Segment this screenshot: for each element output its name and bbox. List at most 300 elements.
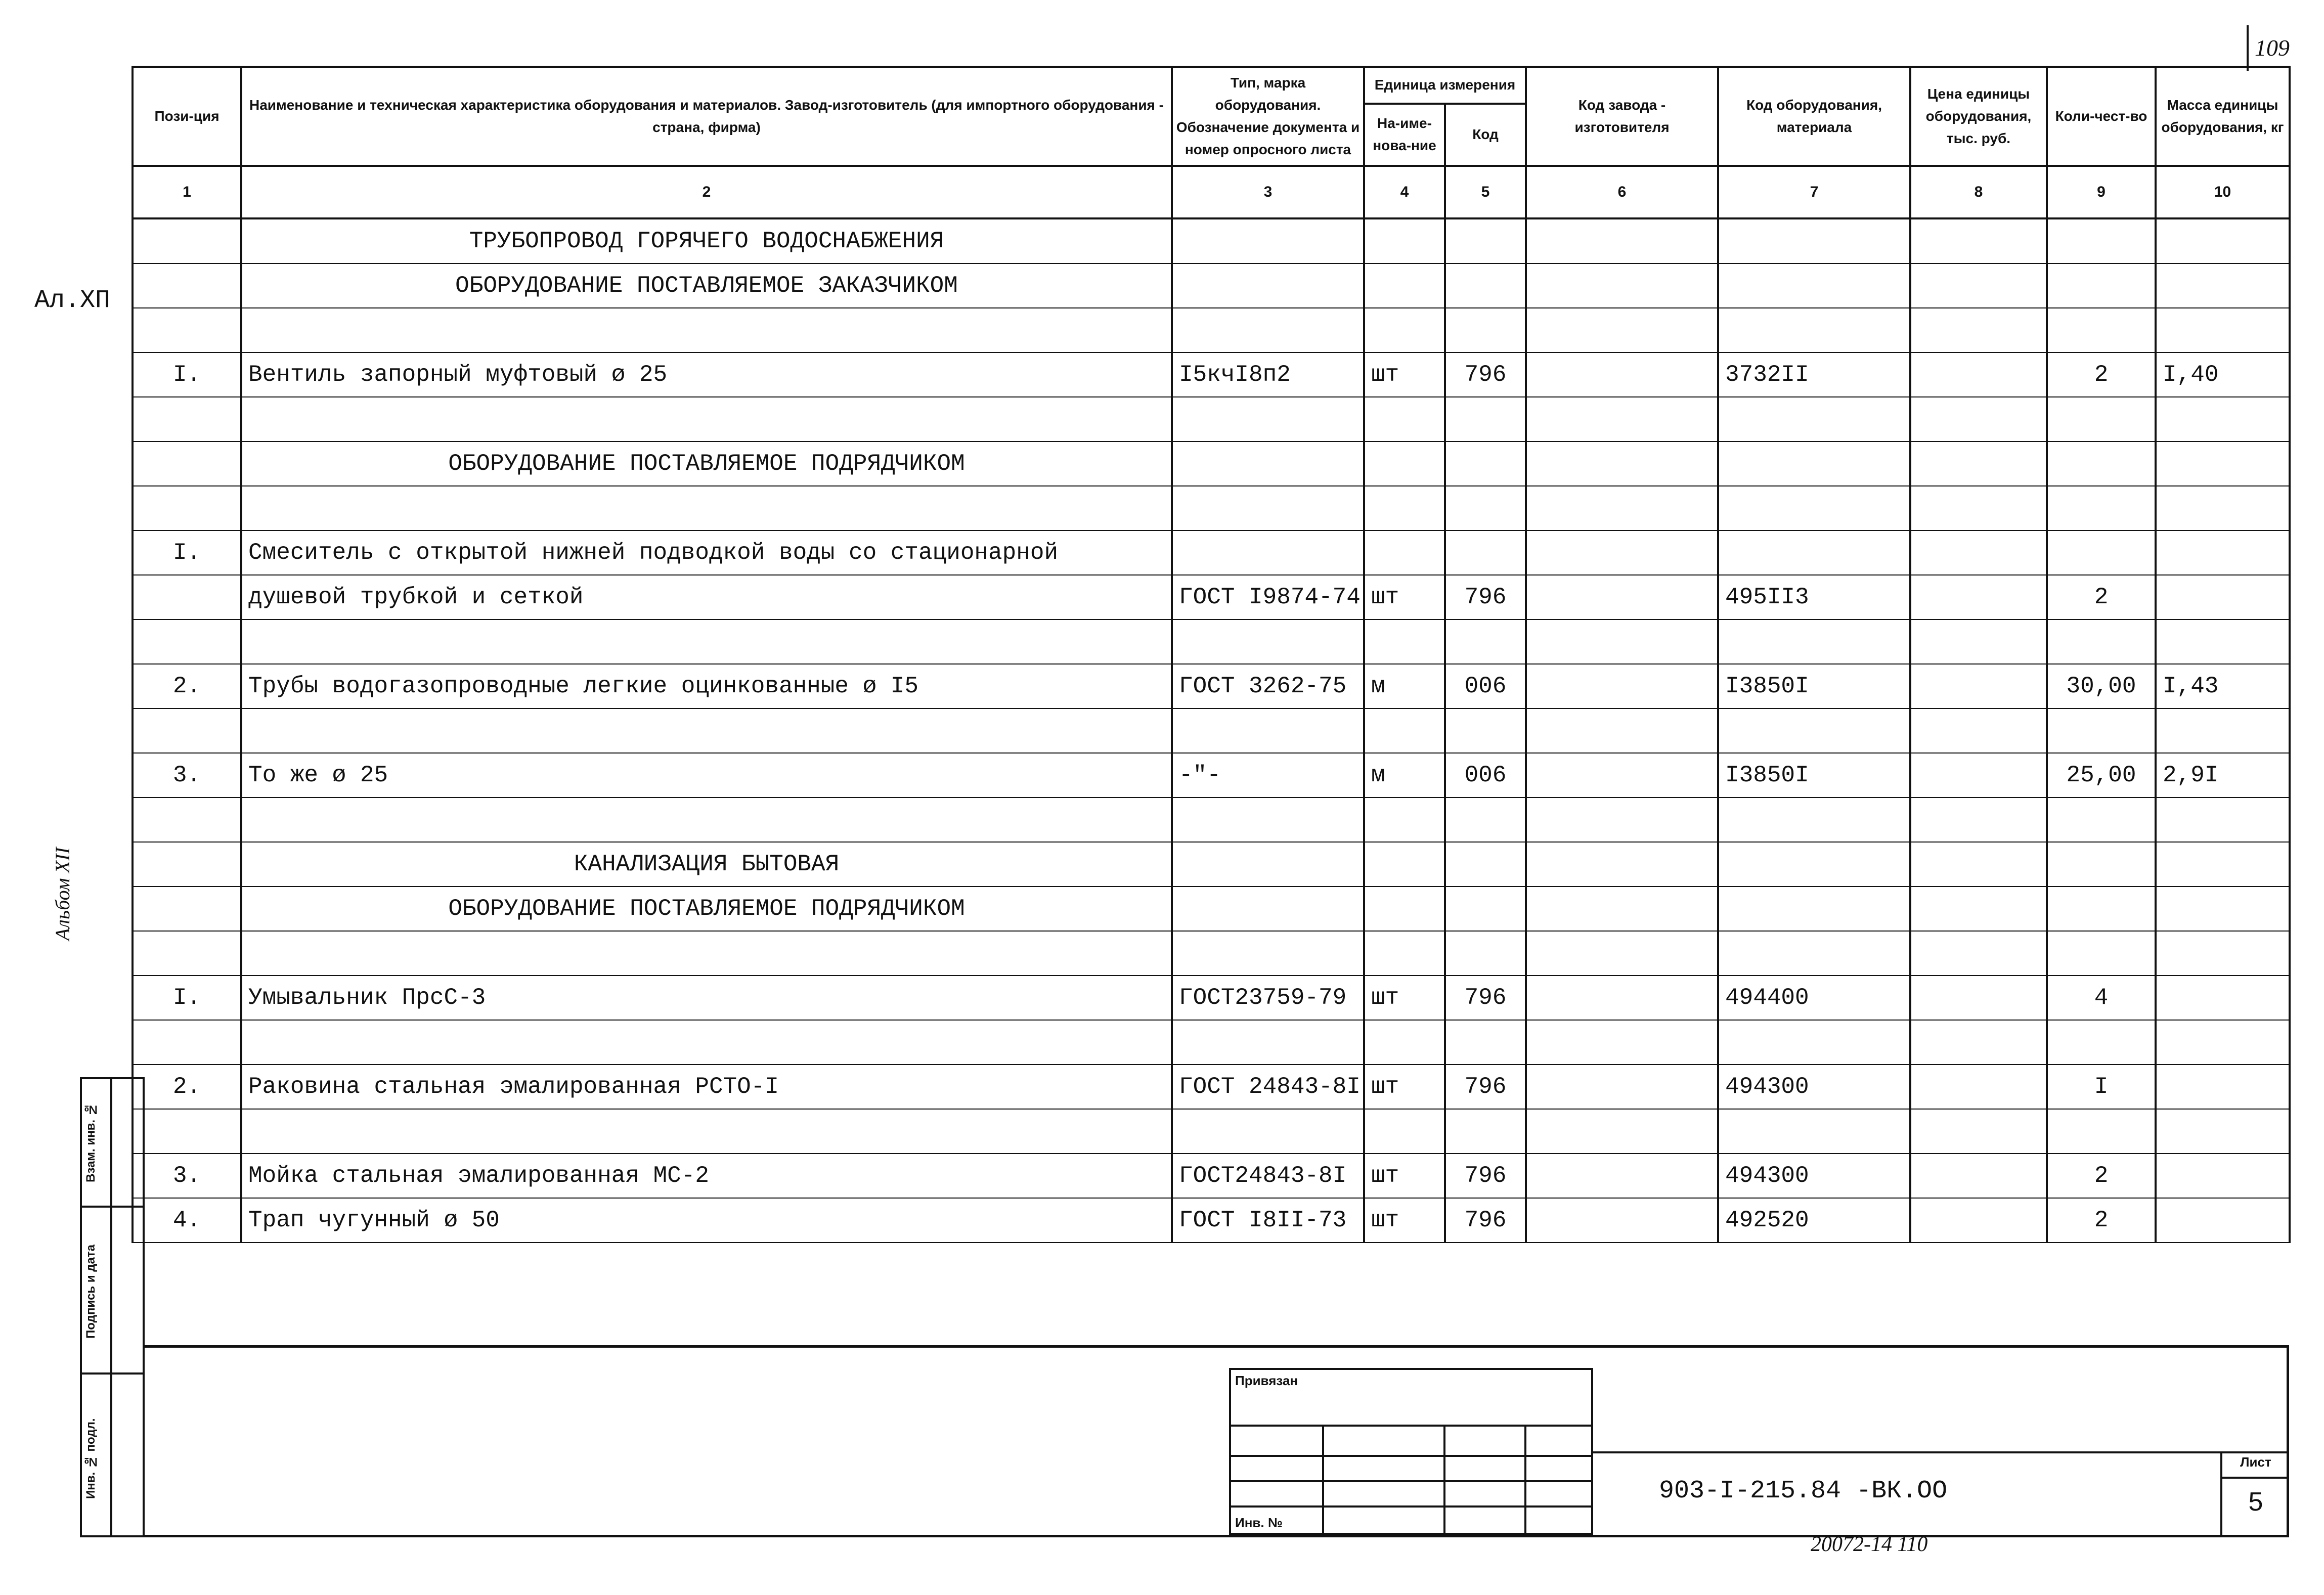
cell-mass <box>2156 1065 2290 1109</box>
cell-qty: 25,00 <box>2047 753 2156 798</box>
cell-factory <box>1526 1065 1718 1109</box>
empty-cell <box>133 486 241 530</box>
cell-ucode <box>1445 530 1526 575</box>
cell-unit <box>1364 530 1445 575</box>
cell-type: ГОСТ24843-8I <box>1172 1154 1364 1198</box>
empty-cell <box>133 263 241 308</box>
cell-type: ГОСТ I9874-74 <box>1172 575 1364 619</box>
empty-cell <box>133 619 241 664</box>
empty-cell <box>1526 1109 1718 1154</box>
linked-line <box>1231 1480 1591 1482</box>
blank-row <box>133 1109 2290 1154</box>
empty-cell <box>2047 308 2156 352</box>
linked-vline <box>1443 1425 1445 1533</box>
empty-cell <box>1445 1109 1526 1154</box>
cell-pos: 3. <box>133 1154 241 1198</box>
header-equipment-code: Код оборудования, материала <box>1718 67 1910 166</box>
cell-code: 492520 <box>1718 1198 1910 1243</box>
cell-price <box>1910 976 2047 1020</box>
cell-type <box>1172 530 1364 575</box>
cell-type: ГОСТ 3262-75 <box>1172 664 1364 708</box>
cell-code: 3732II <box>1718 352 1910 397</box>
cell-qty: 2 <box>2047 1198 2156 1243</box>
empty-cell <box>1364 441 1445 486</box>
empty-cell <box>1172 308 1364 352</box>
empty-cell <box>1364 798 1445 842</box>
cell-unit: м <box>1364 753 1445 798</box>
empty-cell <box>1526 887 1718 931</box>
empty-cell <box>1526 842 1718 887</box>
cell-name: Умывальник ПрсС-3 <box>241 976 1172 1020</box>
empty-cell <box>133 397 241 441</box>
cell-mass: I,40 <box>2156 352 2290 397</box>
empty-cell <box>1718 1109 1910 1154</box>
cell-name: Раковина стальная эмалированная РСТО-I <box>241 1065 1172 1109</box>
cell-price <box>1910 575 2047 619</box>
document-code: 903-I-215.84 -ВК.ОО <box>1659 1477 1948 1505</box>
header-name: Наименование и техническая характеристика оборудования и материалов. Завод-изготовитель (для импортного оборудования - страна, фирма) <box>241 67 1172 166</box>
cell-price <box>1910 753 2047 798</box>
empty-cell <box>133 441 241 486</box>
cell-ucode: 006 <box>1445 664 1526 708</box>
header-type: Тип, марка оборудования. Обозначение документа и номер опросного листа <box>1172 67 1364 166</box>
cell-qty: 2 <box>2047 575 2156 619</box>
cell-ucode: 796 <box>1445 1065 1526 1109</box>
cell-unit: шт <box>1364 575 1445 619</box>
cell-code: 494300 <box>1718 1065 1910 1109</box>
column-number: 2 <box>241 166 1172 218</box>
empty-cell <box>1526 1020 1718 1065</box>
cell-type: ГОСТ 24843-8I <box>1172 1065 1364 1109</box>
empty-cell <box>2156 218 2290 263</box>
empty-cell <box>1526 931 1718 976</box>
blank-row <box>133 308 2290 352</box>
header-factory-code: Код завода - изготовителя <box>1526 67 1718 166</box>
item-row <box>133 1198 2290 1243</box>
empty-cell <box>133 1020 241 1065</box>
cell-mass: I,43 <box>2156 664 2290 708</box>
side-stamp-divider <box>110 1079 112 1535</box>
empty-cell <box>2156 887 2290 931</box>
side-stamp-inv-orig: Инв. № подл. <box>84 1418 98 1499</box>
empty-cell <box>1910 619 2047 664</box>
empty-cell <box>1445 263 1526 308</box>
cell-pos: 4. <box>133 1198 241 1243</box>
linked-stamp <box>1229 1368 1593 1535</box>
column-number: 7 <box>1718 166 1910 218</box>
item-row <box>133 530 2290 575</box>
item-row <box>133 575 2290 619</box>
empty-cell <box>2047 486 2156 530</box>
cell-ucode: 796 <box>1445 976 1526 1020</box>
section-row <box>133 218 2290 263</box>
header-unit-code: Код <box>1445 104 1526 166</box>
empty-cell <box>2047 708 2156 753</box>
empty-cell <box>2156 842 2290 887</box>
blank-row <box>133 798 2290 842</box>
empty-cell <box>1526 263 1718 308</box>
cell-unit: шт <box>1364 1198 1445 1243</box>
empty-cell <box>241 486 1172 530</box>
side-stamp-inv-replace: Взам. инв. № <box>84 1102 98 1182</box>
empty-cell <box>1172 887 1364 931</box>
blank-row <box>133 708 2290 753</box>
section-title: ОБОРУДОВАНИЕ ПОСТАВЛЯЕМОЕ ПОДРЯДЧИКОМ <box>241 887 1172 931</box>
empty-cell <box>1910 931 2047 976</box>
cell-mass <box>2156 530 2290 575</box>
cell-mass <box>2156 1154 2290 1198</box>
column-number: 10 <box>2156 166 2290 218</box>
empty-cell <box>2156 1020 2290 1065</box>
empty-cell <box>2156 486 2290 530</box>
empty-cell <box>1718 931 1910 976</box>
empty-cell <box>1910 798 2047 842</box>
column-number: 1 <box>133 166 241 218</box>
cell-ucode: 796 <box>1445 575 1526 619</box>
empty-cell <box>2047 619 2156 664</box>
empty-cell <box>1526 708 1718 753</box>
empty-cell <box>1364 1020 1445 1065</box>
empty-cell <box>1445 486 1526 530</box>
corner-divider <box>2247 25 2249 71</box>
empty-cell <box>1526 308 1718 352</box>
empty-cell <box>1364 263 1445 308</box>
empty-cell <box>1718 441 1910 486</box>
cell-code: I3850I <box>1718 753 1910 798</box>
empty-cell <box>241 1109 1172 1154</box>
empty-cell <box>2047 441 2156 486</box>
empty-cell <box>133 308 241 352</box>
section-title: ОБОРУДОВАНИЕ ПОСТАВЛЯЕМОЕ ЗАКАЗЧИКОМ <box>241 263 1172 308</box>
empty-cell <box>1718 708 1910 753</box>
empty-cell <box>1910 397 2047 441</box>
cell-type: ГОСТ23759-79 <box>1172 976 1364 1020</box>
cell-factory <box>1526 1198 1718 1243</box>
section-title: ТРУБОПРОВОД ГОРЯЧЕГО ВОДОСНАБЖЕНИЯ <box>241 218 1172 263</box>
blank-row <box>133 1020 2290 1065</box>
cell-factory <box>1526 352 1718 397</box>
sheet-number: 109 <box>2255 35 2290 61</box>
empty-cell <box>1364 1109 1445 1154</box>
empty-cell <box>1445 931 1526 976</box>
cell-type: I5кчI8п2 <box>1172 352 1364 397</box>
cell-factory <box>1526 664 1718 708</box>
empty-cell <box>1364 931 1445 976</box>
cell-qty <box>2047 530 2156 575</box>
empty-cell <box>1718 397 1910 441</box>
empty-cell <box>1718 486 1910 530</box>
item-row <box>133 352 2290 397</box>
cell-qty: I <box>2047 1065 2156 1109</box>
side-stamp-sign-date: Подпись и дата <box>84 1245 98 1339</box>
footer-code: 20072-14 110 <box>1811 1533 1928 1556</box>
cell-price <box>1910 664 2047 708</box>
empty-cell <box>133 218 241 263</box>
linked-line <box>1231 1455 1591 1457</box>
empty-cell <box>241 308 1172 352</box>
empty-cell <box>1526 397 1718 441</box>
empty-cell <box>1910 708 2047 753</box>
empty-cell <box>2047 798 2156 842</box>
linked-vline <box>1524 1425 1526 1533</box>
empty-cell <box>1172 798 1364 842</box>
empty-cell <box>1172 619 1364 664</box>
empty-cell <box>1172 397 1364 441</box>
header-unit-name: На-име-нова-ние <box>1364 104 1445 166</box>
column-number: 9 <box>2047 166 2156 218</box>
empty-cell <box>1526 441 1718 486</box>
empty-cell <box>1910 308 2047 352</box>
empty-cell <box>1172 931 1364 976</box>
empty-cell <box>2047 218 2156 263</box>
empty-cell <box>1445 842 1526 887</box>
empty-cell <box>1526 218 1718 263</box>
cell-qty: 4 <box>2047 976 2156 1020</box>
empty-cell <box>1445 441 1526 486</box>
blank-row <box>133 397 2290 441</box>
empty-cell <box>1445 397 1526 441</box>
empty-cell <box>1910 486 2047 530</box>
empty-cell <box>2156 931 2290 976</box>
cell-code: 494300 <box>1718 1154 1910 1198</box>
cell-qty: 30,00 <box>2047 664 2156 708</box>
empty-cell <box>1718 619 1910 664</box>
empty-cell <box>1445 308 1526 352</box>
empty-cell <box>133 887 241 931</box>
cell-factory <box>1526 575 1718 619</box>
empty-cell <box>1172 218 1364 263</box>
empty-cell <box>1910 842 2047 887</box>
header-mass: Масса единицы оборудования, кг <box>2156 67 2290 166</box>
empty-cell <box>1910 441 2047 486</box>
cell-factory <box>1526 753 1718 798</box>
column-number: 6 <box>1526 166 1718 218</box>
empty-cell <box>1445 798 1526 842</box>
empty-cell <box>1526 798 1718 842</box>
column-number: 4 <box>1364 166 1445 218</box>
column-number: 3 <box>1172 166 1364 218</box>
cell-name: Вентиль запорный муфтовый ø 25 <box>241 352 1172 397</box>
item-row <box>133 1065 2290 1109</box>
empty-cell <box>1364 887 1445 931</box>
blank-row <box>133 931 2290 976</box>
empty-cell <box>241 619 1172 664</box>
cell-pos: 3. <box>133 753 241 798</box>
empty-cell <box>1526 619 1718 664</box>
empty-cell <box>2156 798 2290 842</box>
cell-pos: I. <box>133 530 241 575</box>
empty-cell <box>2047 397 2156 441</box>
inventory-number-label: Инв. № <box>1235 1515 1283 1530</box>
empty-cell <box>133 708 241 753</box>
cell-pos: I. <box>133 352 241 397</box>
empty-cell <box>1172 441 1364 486</box>
empty-cell <box>1445 887 1526 931</box>
sheet-box-line <box>2222 1477 2289 1479</box>
section-title: ОБОРУДОВАНИЕ ПОСТАВЛЯЕМОЕ ПОДРЯДЧИКОМ <box>241 441 1172 486</box>
cell-unit: м <box>1364 664 1445 708</box>
empty-cell <box>133 842 241 887</box>
empty-cell <box>2047 842 2156 887</box>
empty-cell <box>2156 441 2290 486</box>
header-row <box>133 67 2290 104</box>
empty-cell <box>1910 218 2047 263</box>
empty-cell <box>241 1020 1172 1065</box>
empty-cell <box>241 931 1172 976</box>
empty-cell <box>1718 1020 1910 1065</box>
empty-cell <box>1718 218 1910 263</box>
section-row <box>133 842 2290 887</box>
empty-cell <box>2047 1109 2156 1154</box>
cell-unit: шт <box>1364 976 1445 1020</box>
cell-mass <box>2156 1198 2290 1243</box>
header-unit: Единица измерения <box>1364 67 1526 104</box>
cell-unit: шт <box>1364 1065 1445 1109</box>
empty-cell <box>1364 308 1445 352</box>
empty-cell <box>241 798 1172 842</box>
linked-vline <box>1322 1425 1324 1533</box>
section-row <box>133 441 2290 486</box>
empty-cell <box>1718 308 1910 352</box>
empty-cell <box>1172 486 1364 530</box>
empty-cell <box>1172 1020 1364 1065</box>
column-number: 8 <box>1910 166 2047 218</box>
empty-cell <box>2047 263 2156 308</box>
cell-price <box>1910 1065 2047 1109</box>
column-number: 5 <box>1445 166 1526 218</box>
empty-cell <box>1364 218 1445 263</box>
cell-code <box>1718 530 1910 575</box>
cell-name: душевой трубкой и сеткой <box>241 575 1172 619</box>
specification-table <box>131 66 2291 1243</box>
cell-ucode: 006 <box>1445 753 1526 798</box>
cell-mass <box>2156 575 2290 619</box>
cell-ucode: 796 <box>1445 1154 1526 1198</box>
section-row <box>133 887 2290 931</box>
cell-factory <box>1526 530 1718 575</box>
cell-type: -"- <box>1172 753 1364 798</box>
section-title: КАНАЛИЗАЦИЯ БЫТОВАЯ <box>241 842 1172 887</box>
empty-cell <box>2156 619 2290 664</box>
empty-cell <box>2047 931 2156 976</box>
cell-pos <box>133 575 241 619</box>
cell-ucode: 796 <box>1445 1198 1526 1243</box>
cell-qty: 2 <box>2047 352 2156 397</box>
empty-cell <box>1910 1020 2047 1065</box>
empty-cell <box>1172 708 1364 753</box>
cell-code: 494400 <box>1718 976 1910 1020</box>
cell-factory <box>1526 976 1718 1020</box>
empty-cell <box>1910 887 2047 931</box>
cell-price <box>1910 352 2047 397</box>
linked-line <box>1231 1425 1591 1427</box>
cell-qty: 2 <box>2047 1154 2156 1198</box>
empty-cell <box>1364 397 1445 441</box>
empty-cell <box>1718 842 1910 887</box>
cell-pos: 2. <box>133 664 241 708</box>
empty-cell <box>2047 887 2156 931</box>
header-quantity: Коли-чест-во <box>2047 67 2156 166</box>
empty-cell <box>1445 619 1526 664</box>
empty-cell <box>1364 842 1445 887</box>
empty-cell <box>241 397 1172 441</box>
empty-cell <box>1445 708 1526 753</box>
sheet-label: Лист <box>2240 1454 2271 1470</box>
empty-cell <box>1364 708 1445 753</box>
empty-cell <box>1910 263 2047 308</box>
cell-pos: 2. <box>133 1065 241 1109</box>
item-row <box>133 976 2290 1020</box>
empty-cell <box>1364 486 1445 530</box>
cell-name: Трап чугунный ø 50 <box>241 1198 1172 1243</box>
linked-label: Привязан <box>1235 1373 1298 1388</box>
cell-unit: шт <box>1364 1154 1445 1198</box>
linked-line <box>1231 1505 1591 1508</box>
empty-cell <box>1364 619 1445 664</box>
section-row <box>133 263 2290 308</box>
empty-cell <box>133 931 241 976</box>
empty-cell <box>133 798 241 842</box>
empty-cell <box>1910 1109 2047 1154</box>
side-stamp-line <box>82 1372 143 1375</box>
cell-code: I3850I <box>1718 664 1910 708</box>
empty-cell <box>1526 486 1718 530</box>
empty-cell <box>2156 1109 2290 1154</box>
empty-cell <box>1445 1020 1526 1065</box>
album-handwritten-note: Альбом XII <box>51 847 74 941</box>
cell-code: 495II3 <box>1718 575 1910 619</box>
sheet-value: 5 <box>2248 1487 2263 1517</box>
empty-cell <box>1172 263 1364 308</box>
empty-cell <box>1172 842 1364 887</box>
cell-mass: 2,9I <box>2156 753 2290 798</box>
cell-price <box>1910 1154 2047 1198</box>
empty-cell <box>1718 887 1910 931</box>
empty-cell <box>2156 397 2290 441</box>
empty-cell <box>1718 263 1910 308</box>
item-row <box>133 664 2290 708</box>
item-row <box>133 753 2290 798</box>
blank-row <box>133 486 2290 530</box>
empty-cell <box>241 708 1172 753</box>
cell-name: Трубы водогазопроводные легкие оцинкованные ø I5 <box>241 664 1172 708</box>
cell-price <box>1910 530 2047 575</box>
cell-name: То же ø 25 <box>241 753 1172 798</box>
cell-ucode: 796 <box>1445 352 1526 397</box>
cell-pos: I. <box>133 976 241 1020</box>
empty-cell <box>1445 218 1526 263</box>
empty-cell <box>1172 1109 1364 1154</box>
cell-price <box>1910 1198 2047 1243</box>
header-price: Цена единицы оборудования, тыс. руб. <box>1910 67 2047 166</box>
column-number-row <box>133 166 2290 218</box>
empty-cell <box>1718 798 1910 842</box>
sheet-box <box>2220 1451 2289 1537</box>
cell-name: Мойка стальная эмалированная МС-2 <box>241 1154 1172 1198</box>
album-code: Ал.ХП <box>34 286 111 315</box>
cell-type: ГОСТ I8II-73 <box>1172 1198 1364 1243</box>
cell-name: Смеситель с открытой нижней подводкой воды со стационарной <box>241 530 1172 575</box>
empty-cell <box>2156 308 2290 352</box>
cell-mass <box>2156 976 2290 1020</box>
cell-unit: шт <box>1364 352 1445 397</box>
empty-cell <box>2156 708 2290 753</box>
item-row <box>133 1154 2290 1198</box>
empty-cell <box>2047 1020 2156 1065</box>
blank-row <box>133 619 2290 664</box>
header-position: Пози-ция <box>133 67 241 166</box>
empty-cell <box>133 1109 241 1154</box>
